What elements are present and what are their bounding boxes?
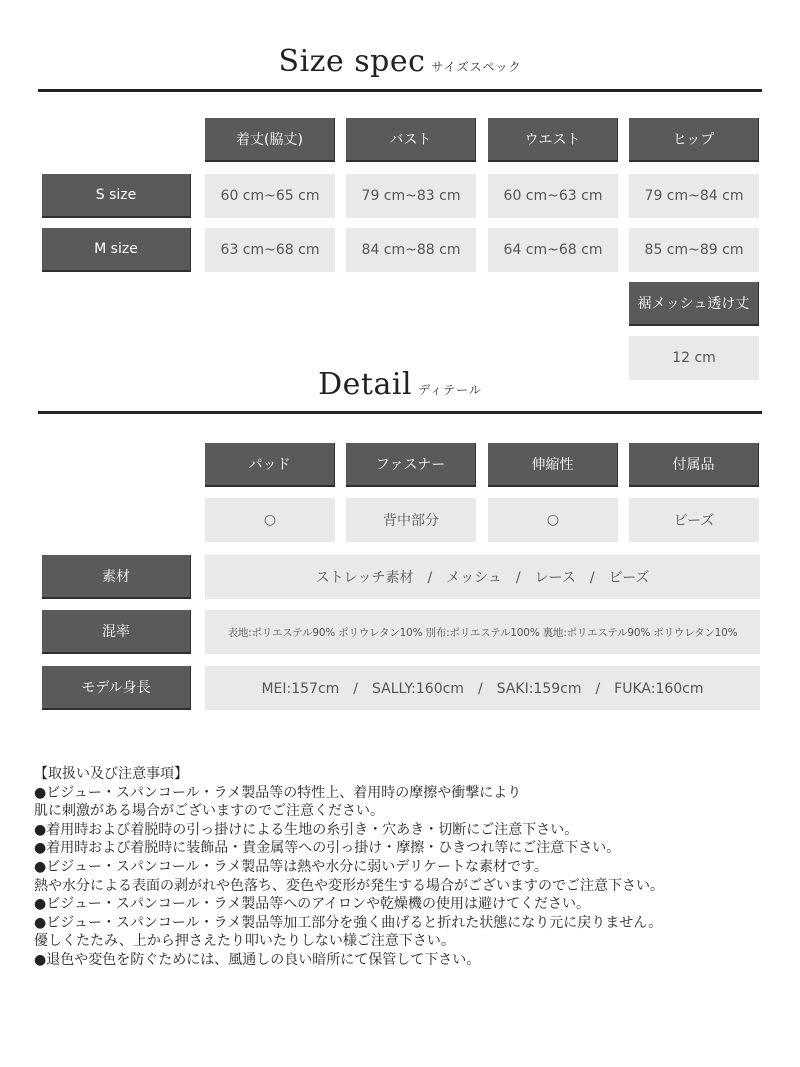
care-note-line: ●ビジュー・スパンコール・ラメ製品等加工部分を強く曲げると折れた状態になり元に戻りません。 xyxy=(34,914,663,931)
detail-subtitle: ディテール xyxy=(418,383,482,397)
detail-header-accessory: 付属品 xyxy=(629,443,759,487)
care-note-line: 肌に刺激がある場合がございますのでご注意ください。 xyxy=(34,803,384,820)
care-note-line: ●着用時および着脱時に装飾品・貴金属等への引っ掛け・摩擦・ひきつれ等にご注意下さい。 xyxy=(34,840,621,857)
detail-label-model-height: モデル身長 xyxy=(42,666,191,710)
care-note-line: ●ビジュー・スパンコール・ラメ製品等へのアイロンや乾燥機の使用は避けてください。 xyxy=(34,896,590,913)
size-row-label-s: S size xyxy=(42,174,191,218)
size-cell: 64 cm~68 cm xyxy=(488,228,618,272)
care-notes-title: 【取扱い及び注意事項】 xyxy=(34,766,188,782)
detail-value-composition: 表地:ポリエステル90% ポリウレタン10% 別布:ポリエステル100% 裏地:ポリエステル90% ポリウレタン10% xyxy=(205,610,760,654)
size-spec-divider xyxy=(38,89,762,92)
detail-value-pad: ○ xyxy=(205,498,335,542)
care-note-line: ●退色や変色を防ぐためには、風通しの良い暗所にて保管して下さい。 xyxy=(34,951,481,968)
size-spec-heading xyxy=(0,44,800,79)
size-header-hip: ヒップ xyxy=(629,118,759,162)
size-cell: 79 cm~83 cm xyxy=(346,174,476,218)
detail-title: Detail xyxy=(318,367,413,402)
detail-value-accessory: ビーズ xyxy=(629,498,759,542)
size-row-label-m: M size xyxy=(42,228,191,272)
size-cell: 60 cm~63 cm xyxy=(488,174,618,218)
detail-value-model-height: MEI:157cm / SALLY:160cm / SAKI:159cm / FUKA:160cm xyxy=(205,666,760,710)
size-cell-mesh-length: 12 cm xyxy=(629,336,759,380)
detail-label-composition: 混率 xyxy=(42,610,191,654)
care-notes xyxy=(34,765,774,970)
size-cell: 84 cm~88 cm xyxy=(346,228,476,272)
size-cell: 60 cm~65 cm xyxy=(205,174,335,218)
detail-header-stretch: 伸縮性 xyxy=(488,443,618,487)
size-cell: 63 cm~68 cm xyxy=(205,228,335,272)
size-cell: 85 cm~89 cm xyxy=(629,228,759,272)
detail-header-pad: パッド xyxy=(205,443,335,487)
size-header-length: 着丈(脇丈) xyxy=(205,118,335,162)
size-header-bust: バスト xyxy=(346,118,476,162)
care-note-line: ●ビジュー・スパンコール・ラメ製品等の特性上、着用時の摩擦や衝撃により xyxy=(34,784,522,801)
detail-value-zipper: 背中部分 xyxy=(346,498,476,542)
detail-value-stretch: ○ xyxy=(488,498,618,542)
size-header-mesh-length: 裾メッシュ透け丈 xyxy=(629,282,759,326)
size-spec-subtitle: サイズスペック xyxy=(431,60,522,74)
care-note-line: ●ビジュー・スパンコール・ラメ製品等は熱や水分に弱いデリケートな素材です。 xyxy=(34,858,548,875)
care-note-line: ●着用時および着脱時の引っ掛けによる生地の糸引き・穴あき・切断にご注意下さい。 xyxy=(34,821,579,838)
size-spec-title: Size spec xyxy=(278,44,426,79)
size-cell: 79 cm~84 cm xyxy=(629,174,759,218)
care-note-line: 熱や水分による表面の剥がれや色落ち、変色や変形が発生する場合がございますのでご注意下さい。 xyxy=(34,877,664,894)
detail-heading xyxy=(0,367,800,402)
detail-value-material: ストレッチ素材 / メッシュ / レース / ビーズ xyxy=(205,555,760,599)
size-header-waist: ウエスト xyxy=(488,118,618,162)
care-note-line: 優しくたたみ、上から押さえたり叩いたりしない様ご注意下さい。 xyxy=(34,933,455,950)
detail-header-zipper: ファスナー xyxy=(346,443,476,487)
detail-divider xyxy=(38,411,762,414)
detail-label-material: 素材 xyxy=(42,555,191,599)
